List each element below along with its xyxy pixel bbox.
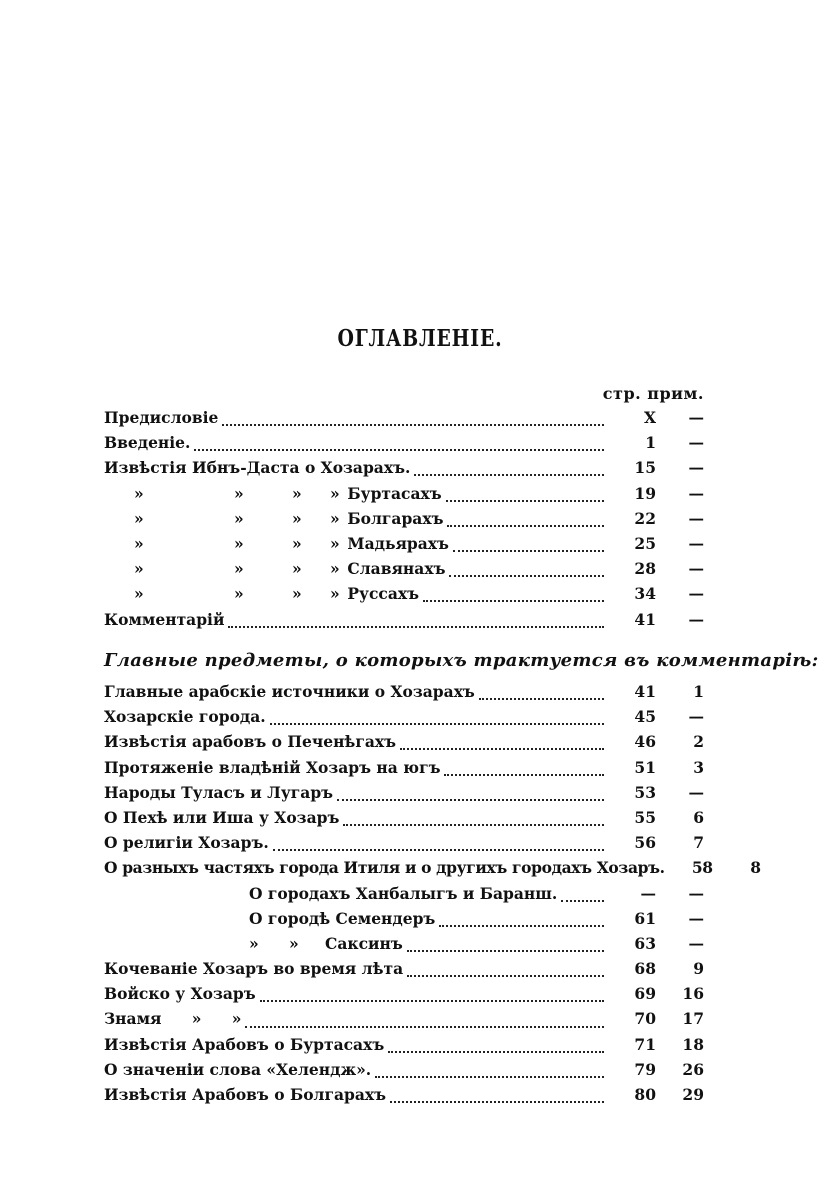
toc-entry-page: 68 bbox=[634, 959, 656, 979]
toc-entry-page: — bbox=[640, 883, 656, 903]
toc-entry-page: 19 bbox=[634, 483, 656, 503]
ditto-mark: » bbox=[292, 533, 302, 553]
toc-entry-note: — bbox=[688, 533, 704, 553]
toc-entry-page: 1 bbox=[645, 433, 656, 453]
ditto-mark: » bbox=[249, 933, 259, 953]
ditto-mark: » bbox=[330, 508, 340, 528]
toc-entry-label: Народы Туласъ и Лугаръ bbox=[104, 782, 334, 802]
dot-leader bbox=[245, 1025, 604, 1028]
dot-leader bbox=[449, 574, 604, 577]
toc-entry-note: — bbox=[688, 908, 704, 928]
ditto-mark: » bbox=[134, 584, 144, 604]
dot-leader bbox=[222, 423, 604, 426]
toc-entry bbox=[104, 484, 704, 509]
toc-entry-note: 8 bbox=[750, 858, 761, 878]
toc-entry bbox=[104, 1035, 704, 1060]
toc-entry-note: — bbox=[688, 609, 704, 629]
toc-entry-page: 69 bbox=[634, 984, 656, 1004]
ditto-mark: » bbox=[134, 559, 144, 579]
toc-entry-note: 16 bbox=[682, 984, 704, 1004]
dot-leader bbox=[414, 473, 604, 476]
dot-leader bbox=[273, 848, 604, 851]
dot-leader bbox=[444, 773, 604, 776]
toc-entry-page: 80 bbox=[634, 1085, 656, 1104]
toc-entry bbox=[104, 559, 704, 584]
toc-entry bbox=[104, 433, 704, 458]
toc-entry-page: 70 bbox=[634, 1009, 656, 1029]
dot-leader bbox=[337, 798, 604, 801]
dot-leader bbox=[194, 448, 604, 451]
toc-entry-note: 29 bbox=[682, 1085, 704, 1104]
toc-entry-page: 51 bbox=[634, 757, 656, 777]
dot-leader bbox=[561, 899, 604, 902]
toc-entry-note: 9 bbox=[693, 959, 704, 979]
ditto-mark: » bbox=[330, 559, 340, 579]
toc-entry-label: Войско у Хозаръ bbox=[104, 984, 256, 1004]
ditto-mark: » bbox=[292, 584, 302, 604]
dot-leader bbox=[407, 974, 604, 977]
toc-entry bbox=[104, 808, 704, 833]
toc-entry-label: Извѣстія арабовъ о Печенѣгахъ bbox=[104, 732, 396, 752]
toc-entry-note: 2 bbox=[693, 732, 704, 752]
toc-entry bbox=[104, 934, 704, 959]
dot-leader bbox=[270, 722, 604, 725]
toc-entry-page: 34 bbox=[634, 584, 656, 604]
dot-leader bbox=[388, 1050, 604, 1053]
toc-entry bbox=[104, 833, 704, 858]
toc-entry-label: Комментарій bbox=[104, 609, 225, 629]
dot-leader bbox=[447, 524, 604, 527]
toc-entry bbox=[104, 707, 704, 732]
toc-entry-note: 1 bbox=[693, 682, 704, 701]
ditto-mark: » bbox=[191, 1009, 202, 1029]
toc-entry-note: — bbox=[688, 408, 704, 427]
dot-leader bbox=[390, 1100, 604, 1103]
toc-entry-label: О Пехѣ или Иша у Хозаръ bbox=[104, 807, 340, 827]
toc-entry-page: 41 bbox=[634, 682, 656, 701]
toc-entry-label: Протяженіе владѣній Хозаръ на югъ bbox=[104, 757, 441, 777]
dot-leader bbox=[446, 499, 604, 502]
toc-entry-page: 58 bbox=[691, 858, 713, 878]
toc-entry bbox=[104, 732, 704, 757]
ditto-mark: » bbox=[292, 483, 302, 503]
dot-leader bbox=[423, 599, 604, 602]
toc-entry-page: 46 bbox=[634, 732, 656, 752]
toc-entry bbox=[104, 758, 704, 783]
dot-leader bbox=[407, 949, 604, 952]
ditto-mark: » bbox=[330, 483, 340, 503]
toc-entry-label: » » Саксинъ bbox=[249, 933, 403, 953]
dot-leader bbox=[228, 625, 604, 628]
toc-entry-page: 56 bbox=[634, 833, 656, 853]
toc-entry-page: 53 bbox=[634, 782, 656, 802]
toc-entry-label: Извѣстія Арабовъ о Болгарахъ bbox=[104, 1085, 387, 1104]
ditto-mark: » bbox=[231, 1009, 242, 1029]
toc-entry-note: — bbox=[688, 584, 704, 604]
toc-entry-note: — bbox=[688, 559, 704, 579]
dot-leader bbox=[453, 549, 604, 552]
ditto-mark: » bbox=[289, 933, 299, 953]
toc-entry-label: » » » » Мадьярахъ bbox=[104, 534, 449, 553]
toc-entry-label: » » » » Болгарахъ bbox=[104, 509, 443, 528]
ditto-mark: » bbox=[234, 483, 244, 503]
toc-entry-label: » » » » Славянахъ bbox=[104, 559, 445, 578]
dot-leader bbox=[400, 747, 604, 750]
dot-leader bbox=[260, 999, 604, 1002]
toc-entry-note: 6 bbox=[693, 807, 704, 827]
toc-entry-page: 25 bbox=[634, 533, 656, 553]
ditto-mark: » bbox=[234, 508, 244, 528]
toc-entry-label: О значеніи слова «Хелендж». bbox=[104, 1059, 372, 1079]
ditto-mark: » bbox=[134, 533, 144, 553]
toc-entry-label: Введеніе. bbox=[104, 433, 191, 453]
toc-entry-note: 18 bbox=[682, 1034, 704, 1054]
toc-section-main bbox=[104, 408, 704, 635]
toc-entry-note: — bbox=[688, 508, 704, 528]
toc-entry bbox=[104, 1085, 704, 1110]
toc-entry bbox=[104, 458, 704, 483]
toc-entry-label: Знамя » » bbox=[104, 1009, 242, 1029]
toc-entry bbox=[104, 959, 704, 984]
toc-entry bbox=[104, 884, 704, 909]
toc-entry-label: Извѣстія Арабовъ о Буртасахъ bbox=[104, 1034, 385, 1054]
toc-entry bbox=[104, 858, 761, 883]
column-header: стр. прим. bbox=[602, 384, 704, 403]
toc-entry-note: — bbox=[688, 458, 704, 478]
toc-entry bbox=[104, 509, 704, 534]
toc-entry-page: 41 bbox=[634, 609, 656, 629]
toc-entry-label: О городахъ Ханбалыгъ и Баранш. bbox=[249, 883, 558, 903]
dot-leader bbox=[479, 697, 604, 700]
ditto-mark: » bbox=[234, 559, 244, 579]
toc-entry-note: — bbox=[688, 433, 704, 453]
dot-leader bbox=[375, 1075, 604, 1078]
toc-entry-note: — bbox=[688, 782, 704, 802]
toc-entry-note: 7 bbox=[693, 833, 704, 853]
toc-entry-page: 28 bbox=[634, 559, 656, 579]
toc-entry bbox=[104, 783, 704, 808]
toc-entry-note: 3 bbox=[693, 757, 704, 777]
ditto-mark: » bbox=[292, 508, 302, 528]
toc-entry bbox=[104, 1009, 704, 1034]
toc-entry-label: О религіи Хозаръ. bbox=[104, 833, 269, 853]
page-title: ОГЛАВЛЕНІЕ. bbox=[337, 325, 503, 352]
toc-entry bbox=[104, 534, 704, 559]
toc-entry-page: 55 bbox=[634, 807, 656, 827]
toc-section-commentary bbox=[104, 682, 761, 1110]
toc-entry bbox=[104, 682, 704, 707]
ditto-mark: » bbox=[134, 483, 144, 503]
toc-entry-page: 79 bbox=[634, 1059, 656, 1079]
ditto-mark: » bbox=[234, 533, 244, 553]
toc-entry bbox=[104, 610, 704, 635]
toc-entry-label: Извѣстія Ибнъ-Даста о Хозарахъ. bbox=[104, 458, 411, 478]
ditto-mark: » bbox=[234, 584, 244, 604]
toc-entry-note: — bbox=[688, 707, 704, 727]
toc-entry-page: X bbox=[643, 408, 656, 427]
ditto-mark: » bbox=[292, 559, 302, 579]
toc-entry-label: » » » » Руссахъ bbox=[104, 584, 419, 603]
toc-entry-page: 71 bbox=[634, 1034, 656, 1054]
dot-leader bbox=[439, 924, 604, 927]
toc-entry-note: — bbox=[688, 483, 704, 503]
ditto-mark: » bbox=[134, 508, 144, 528]
toc-entry-label: Хозарскіе города. bbox=[104, 707, 266, 727]
toc-entry-label: Кочеваніе Хозаръ во время лѣта bbox=[104, 959, 404, 979]
toc-entry-label: О разныхъ частяхъ города Итиля и о другихъ городахъ Хозаръ. bbox=[104, 858, 665, 878]
toc-entry bbox=[104, 584, 704, 609]
toc-entry-label: О городѣ Семендеръ bbox=[249, 908, 436, 928]
dot-leader bbox=[343, 823, 604, 826]
ditto-mark: » bbox=[330, 533, 340, 553]
ditto-mark: » bbox=[330, 584, 340, 604]
toc-entry bbox=[104, 909, 704, 934]
toc-entry-page: 15 bbox=[634, 458, 656, 478]
toc-entry-note: — bbox=[688, 933, 704, 953]
section-subheading: Главные предметы, о которыхъ трактуется въ комментаріѣ: bbox=[104, 650, 819, 671]
toc-entry-note: — bbox=[688, 883, 704, 903]
toc-entry bbox=[104, 1060, 704, 1085]
toc-entry-page: 45 bbox=[634, 707, 656, 727]
toc-entry-label: Главные арабскіе источники о Хозарахъ bbox=[104, 682, 475, 701]
toc-entry-note: 26 bbox=[682, 1059, 704, 1079]
toc-entry-note: 17 bbox=[682, 1009, 704, 1029]
toc-entry-page: 63 bbox=[634, 933, 656, 953]
toc-entry-label: Предисловіе bbox=[104, 408, 219, 427]
toc-entry-page: 22 bbox=[634, 508, 656, 528]
toc-entry bbox=[104, 984, 704, 1009]
toc-entry-page: 61 bbox=[634, 908, 656, 928]
toc-entry bbox=[104, 408, 704, 433]
toc-entry-label: » » » » Буртасахъ bbox=[104, 484, 442, 503]
